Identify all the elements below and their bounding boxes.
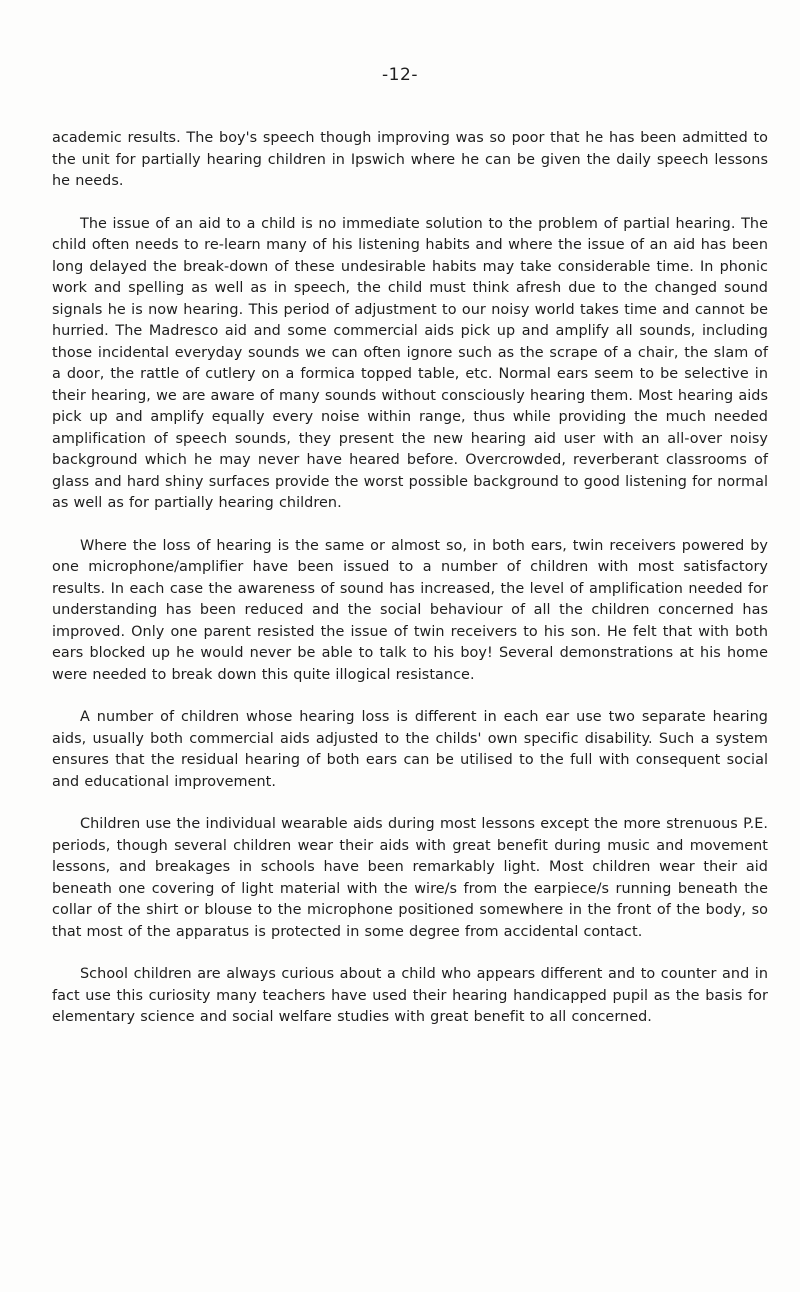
paragraph-issue-of-aid: The issue of an aid to a child is no immediate solution to the problem of partial hearing. The child often needs to re-learn many of his listening habits and where the issue of an aid has been long delayed the break-down of these undesirable habits may take considerable time. In phonic work and spelling as well as in speech, the child must think afresh due to the changed sound signals he is now hearing. This period of adjustment to our noisy world takes time and cannot be hurried. The Madresco aid and some commercial aids pick up and amplify all sounds, including those incidental everyday sounds we can often ignore such as the scrape of a chair, the slam of a door, the rattle of cutlery on a formica topped table, etc. Normal ears seem to be selective in their hearing, we are aware of many sounds without consciously hearing them. Most hearing aids pick up and amplify equally every noise within range, thus while providing the much needed amplification of speech sounds, they present the new hearing aid user with an all-over noisy background which he may never have heared before. Overcrowded, reverberant classrooms of glass and hard shiny surfaces provide the worst possible background to good listening for normal as well as for partially hearing children.: [52, 215, 768, 511]
page-number: -12-: [382, 65, 418, 85]
paragraph-separate-aids: A number of children whose hearing loss is different in each ear use two separate hearing aids, usually both commercial aids adjusted to the childs' own specific disability. Such a system ensures that the residual hearing of both ears can be utilised to the full with consequent social and educational improvement.: [52, 709, 768, 790]
paragraph-wearable-aids: Children use the individual wearable aids during most lessons except the more strenuous P.E. periods, though several children wear their aids with great benefit during music and movement lessons, and breakages in schools have been remarkably light. Most children wear their aid beneath one covering of light material with the wire/s from the earpiece/s running beneath the collar of the shirt or blouse to the microphone positioned somewhere in the front of the body, so that most of the apparatus is protected in some degree from accidental contact.: [52, 816, 768, 940]
body-text: [52, 128, 768, 1050]
paragraph-school-children: School children are always curious about a child who appears different and to counter and in fact use this curiosity many teachers have used their hearing handicapped pupil as the basis for elementary science and social welfare studies with great benefit to all concerned.: [52, 966, 768, 1025]
paragraph-academic-results: academic results. The boy's speech though improving was so poor that he has been admitted to the unit for partially hearing children in Ipswich where he can be given the daily speech lessons he needs.: [52, 130, 768, 189]
paragraph-twin-receivers: Where the loss of hearing is the same or almost so, in both ears, twin receivers powered by one microphone/amplifier have been issued to a number of children with most satisfactory results. In each case the awareness of sound has increased, the level of amplification needed for understanding has been reduced and the social behaviour of all the children concerned has improved. Only one parent resisted the issue of twin receivers to his son. He felt that with both ears blocked up he would never be able to talk to his boy! Several demonstrations at his home were needed to break down this quite illogical resistance.: [52, 537, 768, 683]
